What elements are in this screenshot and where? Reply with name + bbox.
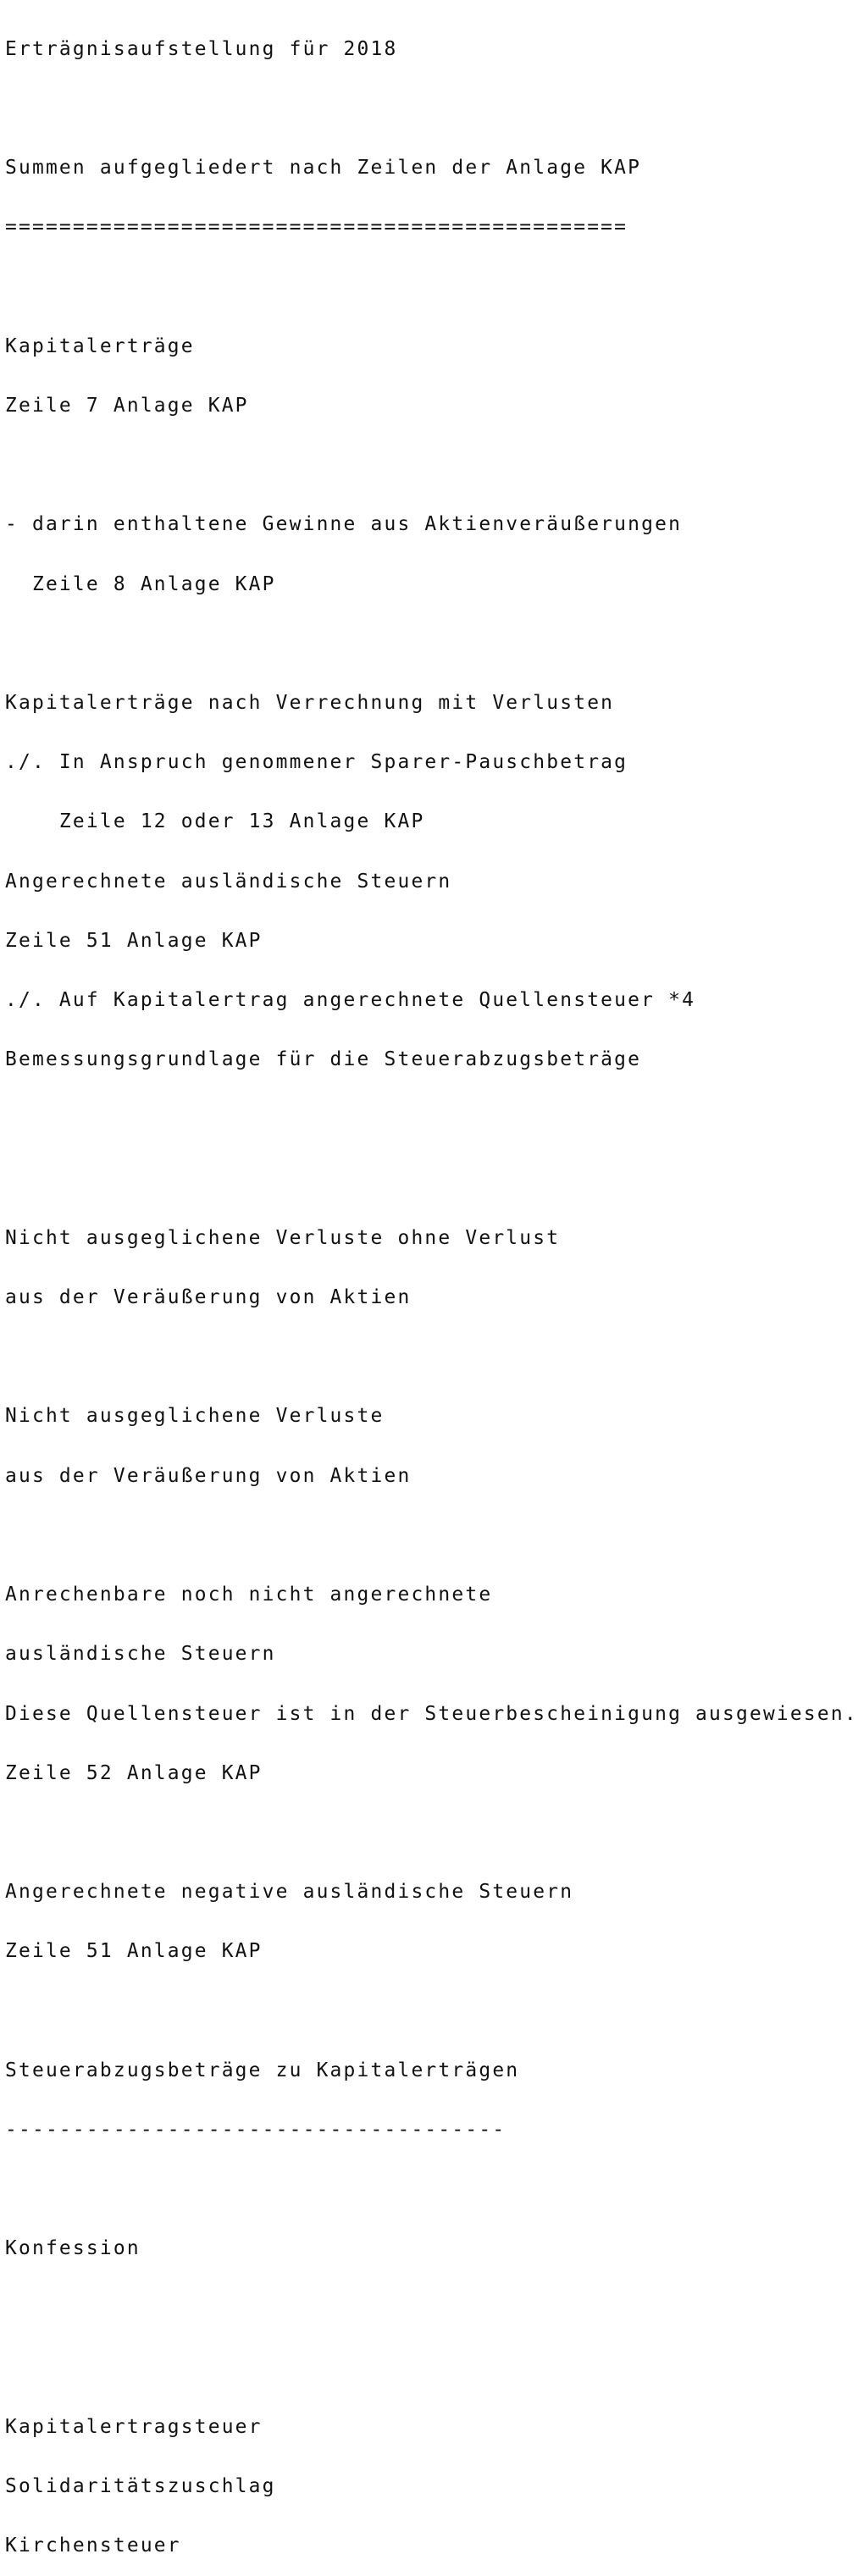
blank-line [5, 456, 855, 475]
line-darin-gewinne: - darin enthaltene Gewinne aus Aktienveräußerungen [5, 513, 683, 536]
blank-line [5, 2180, 855, 2199]
blank-line [5, 2358, 855, 2378]
document-title: Erträgnisaufstellung für 2018 [5, 37, 398, 60]
blank-line [5, 634, 855, 654]
line-aus-veraeusserung: aus der Veräußerung von Aktien [5, 1464, 412, 1487]
line-zeile-52: Zeile 52 Anlage KAP [5, 1761, 263, 1784]
line-zeile-51: Zeile 51 Anlage KAP [5, 1940, 263, 1963]
line-anrechenbare: Anrechenbare noch nicht angerechnete [5, 1584, 493, 1606]
line-negative-auslaendische: Angerechnete negative ausländische Steuern [5, 1881, 574, 1904]
line-nach-verrechnung: Kapitalerträge nach Verrechnung mit Verlusten [5, 692, 615, 715]
line-bemessungsgrundlage: Bemessungsgrundlage für die Steuerabzugsbeträge [5, 1048, 642, 1071]
line-kapitalertraege: Kapitalerträge [5, 334, 195, 357]
line-diese-quellensteuer: Diese Quellensteuer ist in der Steuerbescheinigung ausgewiesen. [5, 1702, 858, 1725]
line-solidaritaetszuschlag: Solidaritätszuschlag [5, 2475, 276, 2498]
line-quellensteuer: ./. Auf Kapitalertrag angerechnete Quellensteuer *4 [5, 989, 696, 1012]
single-rule: ------------------------------------- [5, 2118, 506, 2141]
line-nicht-ausgeglichen-ohne: Nicht ausgeglichene Verluste ohne Verlust [5, 1226, 561, 1249]
blank-line [5, 278, 855, 297]
line-auslaendische-steuern: ausländische Steuern [5, 1643, 276, 1666]
line-sparer-pauschbetrag: ./. In Anspruch genommener Sparer-Pauschbetrag [5, 751, 628, 774]
blank-line [5, 1109, 855, 1129]
section-heading-steuerabzugsbetraege: Steuerabzugsbeträge zu Kapitalerträgen [5, 2059, 520, 2081]
blank-line [5, 99, 855, 119]
line-angerechnete-auslaendische: Angerechnete ausländische Steuern [5, 870, 452, 893]
blank-line [5, 2002, 855, 2021]
line-aus-veraeusserung: aus der Veräußerung von Aktien [5, 1286, 412, 1309]
line-zeile-7: Zeile 7 Anlage KAP [5, 395, 249, 417]
blank-line [5, 2299, 855, 2319]
blank-line [5, 1347, 855, 1367]
blank-line [5, 1169, 855, 1189]
double-rule: ============================================== [5, 216, 628, 239]
line-zeile-51: Zeile 51 Anlage KAP [5, 929, 263, 952]
blank-line [5, 1526, 855, 1545]
document-subtitle: Summen aufgegliedert nach Zeilen der Anlage KAP [5, 157, 642, 180]
line-kapitalertragsteuer: Kapitalertragsteuer [5, 2415, 263, 2438]
line-kirchensteuer: Kirchensteuer [5, 2535, 181, 2557]
line-konfession: Konfession [5, 2237, 141, 2260]
line-zeile-8: Zeile 8 Anlage KAP [5, 572, 276, 595]
line-zeile-12-13: Zeile 12 oder 13 Anlage KAP [5, 810, 425, 833]
line-nicht-ausgeglichen: Nicht ausgeglichene Verluste [5, 1405, 385, 1428]
tax-statement-document [5, 0, 858, 2576]
blank-line [5, 1823, 855, 1843]
